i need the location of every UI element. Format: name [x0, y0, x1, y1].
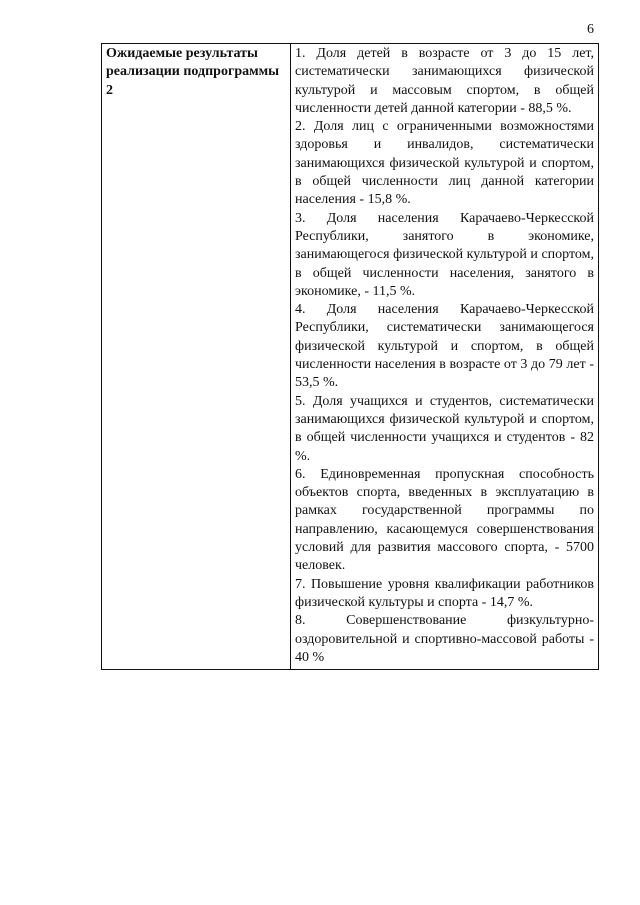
- row-label: Ожидаемые результаты реализации подпрограммы 2: [106, 46, 280, 98]
- result-item-1: 1. Доля детей в возрасте от 3 до 15 лет, систематически занимающихся физической культурой и массовым спортом, в общей численности детей данной категории - 88,5 %.: [295, 46, 594, 116]
- result-item-2: 2. Доля лиц с ограниченными возможностями здоровья и инвалидов, систематически занимающихся физической культурой и спортом, в общей численности лиц данной категории населения - 15,8 %.: [295, 119, 594, 208]
- results-table: [101, 43, 599, 670]
- result-item-7: 7. Повышение уровня квалификации работников физической культуры и спорта - 14,7 %.: [295, 576, 594, 610]
- result-item-6: 6. Единовременная пропускная способность объектов спорта, введенных в эксплуатацию в рамках государственной программы по направлению, касающемуся совершенствования условий для развития массового спорта, - 5700 человек.: [295, 466, 594, 574]
- row-label-cell: [102, 44, 291, 670]
- row-content-cell: [291, 44, 599, 670]
- result-item-4: 4. Доля населения Карачаево-Черкесской Республики, систематически занимающегося физической культурой и спортом, в общей численности населения в возрасте от 3 до 79 лет - 53,5 %.: [295, 302, 594, 391]
- result-item-3: 3. Доля населения Карачаево-Черкесской Республики, занятого в экономике, занимающегося физической культурой и спортом, в общей численности населения, занятого в экономике, - 11,5 %.: [295, 210, 594, 299]
- result-item-5: 5. Доля учащихся и студентов, систематически занимающихся физической культурой и спортом, в общей численности учащихся и студентов - 82 %.: [295, 393, 594, 464]
- page-number: 6: [587, 22, 594, 37]
- table-row: [102, 44, 599, 670]
- result-item-8: 8. Совершенствование физкультурно-оздоровительной и спортивно-массовой работы - 40 %: [295, 613, 594, 665]
